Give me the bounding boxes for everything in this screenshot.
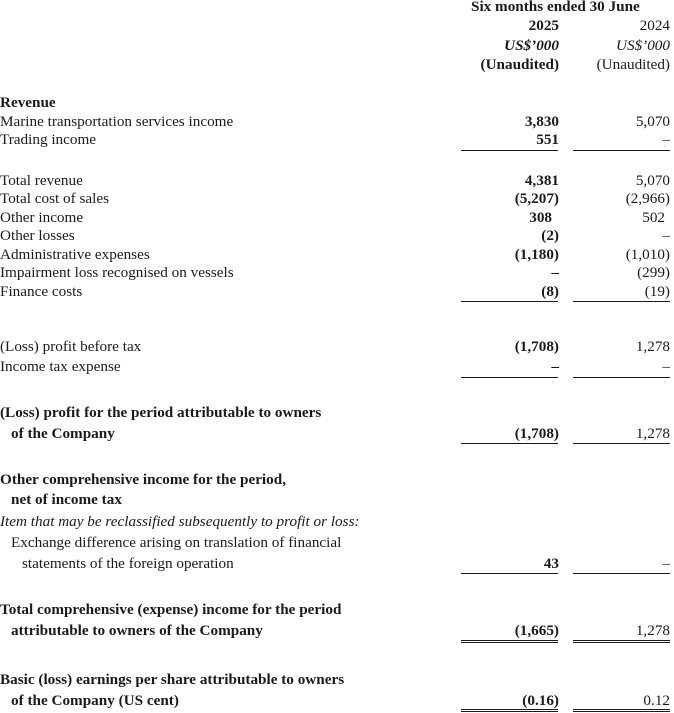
profit-period-label-line1: (Loss) profit for the period attributable to owners [0, 404, 322, 421]
pbt-row [0, 337, 674, 357]
pbt-2024: 1,278 [635, 338, 670, 355]
rule-profit-2024 [573, 443, 670, 444]
double-rule-total-2025 [461, 640, 558, 643]
marine-2025: 3,830 [524, 113, 559, 130]
other-income-row [0, 208, 674, 228]
admin-2025: (1,180) [514, 246, 559, 263]
marine-label: Marine transportation services income [0, 113, 234, 130]
pbt-label: (Loss) profit before tax [0, 338, 142, 355]
total-comprehensive-label-line2: attributable to owners of the Company [11, 622, 263, 639]
total-comprehensive-row-1 [0, 600, 674, 620]
double-rule-total-2024 [573, 640, 670, 643]
impairment-2025: – [551, 264, 559, 281]
total-comprehensive-row-2 [0, 621, 674, 641]
rule-tax-2025 [461, 377, 558, 378]
oci-heading-line2: net of income tax [11, 491, 122, 508]
admin-2024: (1,010) [625, 246, 670, 263]
exchange-2024: – [662, 555, 670, 572]
cost-of-sales-2025: (5,207) [514, 190, 559, 207]
eps-label-line2: of the Company (US cent) [11, 692, 179, 709]
reclass-note-row [0, 512, 674, 532]
trading-label: Trading income [0, 131, 97, 148]
rule-exchange-2025 [461, 573, 558, 574]
other-losses-2024: – [662, 227, 670, 244]
admin-label: Administrative expenses [0, 246, 150, 263]
eps-2025: (0.16) [522, 692, 559, 709]
profit-period-row-1 [0, 403, 674, 423]
profit-period-row-2 [0, 424, 674, 444]
double-rule-eps-2025 [461, 709, 558, 712]
eps-2024: 0.12 [643, 692, 670, 709]
total-comprehensive-label-line1: Total comprehensive (expense) income for the period [0, 601, 342, 618]
year-2024-header: 2024 [639, 17, 670, 34]
rule-profit-2025 [461, 443, 558, 444]
oci-heading-line1: Other comprehensive income for the period, [0, 471, 286, 488]
period-header: Six months ended 30 June [471, 0, 640, 15]
marine-row [0, 112, 674, 132]
exchange-label-line1: Exchange difference arising on translation of financial [11, 534, 342, 551]
trading-2025: 551 [536, 131, 559, 148]
eps-label-line1: Basic (loss) earnings per share attributable to owners [0, 671, 345, 688]
eps-row-1 [0, 670, 674, 690]
other-losses-label: Other losses [0, 227, 75, 244]
tax-label: Income tax expense [0, 358, 121, 375]
tax-2024: – [662, 358, 670, 375]
profit-period-2025: (1,708) [514, 425, 559, 442]
finance-2024: (19) [644, 283, 670, 300]
profit-period-2024: 1,278 [635, 425, 670, 442]
currency-2024-header: US$’000 [616, 37, 670, 54]
finance-label: Finance costs [0, 283, 83, 300]
exchange-row-1 [0, 533, 674, 553]
rule-finance-2024 [573, 301, 670, 302]
total-revenue-row [0, 171, 674, 191]
cost-of-sales-row [0, 189, 674, 209]
trading-2024: – [662, 131, 670, 148]
cost-of-sales-2024: (2,966) [625, 190, 670, 207]
finance-row [0, 282, 674, 302]
impairment-2024: (299) [637, 264, 670, 281]
other-losses-2025: (2) [541, 227, 559, 244]
other-losses-row [0, 226, 674, 246]
exchange-label-line2: statements of the foreign operation [22, 555, 234, 572]
other-income-2024: 502 [642, 209, 665, 226]
eps-row-2 [0, 691, 674, 711]
reclass-note: Item that may be reclassified subsequently to profit or loss: [0, 513, 360, 530]
total-comprehensive-2024: 1,278 [635, 622, 670, 639]
total-revenue-label: Total revenue [0, 172, 83, 189]
rule-trading-2024 [573, 150, 670, 151]
status-2025-header: (Unaudited) [480, 56, 559, 73]
oci-heading-row-1 [0, 470, 674, 490]
rule-exchange-2024 [573, 573, 670, 574]
total-revenue-2024: 5,070 [635, 172, 670, 189]
double-rule-eps-2024 [573, 709, 670, 712]
trading-row [0, 130, 674, 150]
other-income-2025: 308 [529, 209, 552, 226]
rule-trading-2025 [461, 150, 558, 151]
currency-2025-header: US$’000 [504, 37, 559, 54]
pbt-2025: (1,708) [514, 338, 559, 355]
total-revenue-2025: 4,381 [524, 172, 559, 189]
other-income-label: Other income [0, 209, 84, 226]
status-2024-header: (Unaudited) [596, 56, 670, 73]
cost-of-sales-label: Total cost of sales [0, 190, 110, 207]
rule-finance-2025 [461, 301, 558, 302]
tax-row [0, 357, 674, 377]
profit-period-label-line2: of the Company [11, 425, 115, 442]
impairment-label: Impairment loss recognised on vessels [0, 264, 234, 281]
total-comprehensive-2025: (1,665) [514, 622, 559, 639]
finance-2025: (8) [541, 283, 559, 300]
oci-heading-row-2 [0, 490, 674, 510]
marine-2024: 5,070 [635, 113, 670, 130]
impairment-row [0, 263, 674, 283]
admin-row [0, 245, 674, 265]
tax-2025: – [551, 358, 559, 375]
rule-tax-2024 [573, 377, 670, 378]
exchange-row-2 [0, 554, 674, 574]
exchange-2025: 43 [543, 555, 559, 572]
year-2025-header: 2025 [528, 17, 559, 34]
revenue-heading: Revenue [0, 94, 56, 111]
revenue-heading-row [0, 93, 674, 113]
